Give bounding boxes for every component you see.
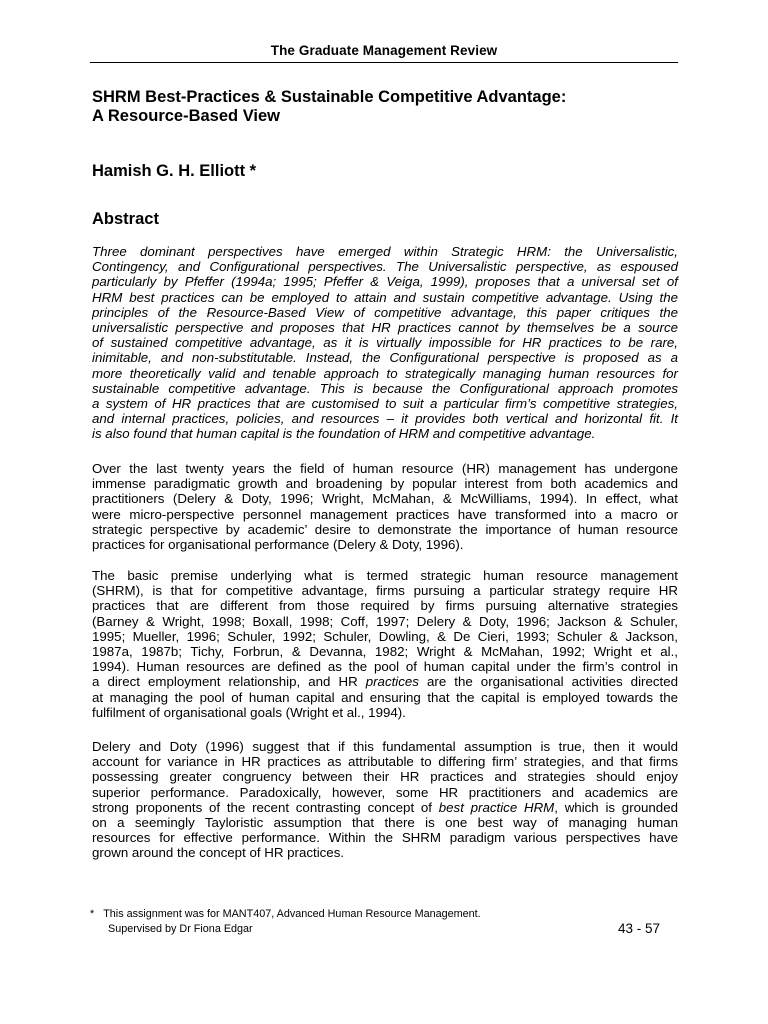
paragraph-text: a direct employment relationship, and HR: [92, 674, 358, 690]
paragraph-line: at managing the pool of human capital and ensuring that the capital is employed towards the: [92, 689, 678, 705]
abstract-line: particularly by Pfeffer (1994a; 1995; Pfeffer & Veiga, 1999), proposes that a universal set of: [92, 274, 678, 290]
abstract-line: Three dominant perspectives have emerged within Strategic HRM: the Universalistic,: [92, 244, 678, 259]
paragraph-text: , which is grounded: [554, 799, 678, 815]
paragraph-line: immense paradigmatic growth and broadening by popular interest from both academics and: [92, 476, 678, 492]
paragraph-text: are the organisational activities directed: [418, 674, 678, 690]
abstract-line: of sustained competitive advantage, as it is virtually impossible for HR practices to be rare,: [92, 335, 678, 351]
body-paragraph-3: [92, 739, 678, 861]
abstract-line: universalistic perspective and proposes that HR practices cannot by themselves be a source: [92, 320, 678, 336]
abstract-line: inimitable, and non-substitutable. Instead, the Configurational perspective is proposed as a: [92, 350, 678, 366]
footnote-line-1: [90, 907, 481, 922]
abstract-line: is also found that human capital is the foundation of HRM and competitive advantage.: [92, 426, 596, 442]
page-number: 43 - 57: [618, 921, 661, 936]
abstract-line: and internal practices, policies, and resources – it provides both vertical and horizontal fit. It: [92, 411, 678, 427]
abstract-line: a system of HR practices that are customised to suit a particular firm’s competitive strategies,: [92, 396, 678, 412]
footnote: [90, 907, 481, 937]
paragraph-line-with-italic: [92, 800, 678, 815]
paragraph-line: practices for organisational performance (Delery & Doty, 1996).: [92, 537, 464, 553]
paragraph-line: grown around the concept of HR practices.: [92, 845, 345, 861]
paragraph-line-with-italic: [92, 674, 678, 689]
paragraph-line: 1995; Mueller, 1996; Schuler, 1992; Schuler, Dowling, & De Cieri, 1993; Schuler & Jackson,: [92, 628, 678, 644]
body-paragraph-2: [92, 568, 678, 720]
paragraph-line: fulfilment of organisational goals (Wright et al., 1994).: [92, 704, 406, 720]
paragraph-line: strategic perspective by academic’ desire to demonstrate the importance of human resource: [92, 521, 678, 537]
paragraph-line: Over the last twenty years the field of human resource (HR) management has undergone: [92, 461, 678, 476]
paragraph-line: 1994). Human resources are defined as the pool of human capital under the firm’s control in: [92, 659, 678, 675]
italic-term: practices: [365, 674, 419, 690]
header-rule: [90, 62, 678, 63]
abstract-line: HRM best practices can be employed to attain and sustain competitive advantage. Using the: [92, 289, 678, 305]
paragraph-line: The basic premise underlying what is termed strategic human resource management: [92, 568, 678, 583]
paragraph-line: resources for effective performance. Within the SHRM paradigm various perspectives have: [92, 830, 678, 846]
title-line-1: SHRM Best-Practices & Sustainable Competitive Advantage:: [92, 88, 567, 106]
paragraph-line: practitioners (Delery & Doty, 1996; Wright, McMahan, & McWilliams, 1994). In effect, what: [92, 491, 678, 507]
abstract-heading: Abstract: [92, 210, 159, 228]
footnote-text: This assignment was for MANT407, Advanced Human Resource Management.: [103, 908, 481, 920]
paragraph-line: Delery and Doty (1996) suggest that if this fundamental assumption is true, then it would: [92, 739, 678, 754]
paragraph-line: practices that are different from those required by firms pursuing alternative strategies: [92, 598, 678, 614]
paragraph-text: strong proponents of the recent contrasting concept of: [92, 799, 432, 815]
author-name: Hamish G. H. Elliott *: [92, 162, 257, 180]
body-paragraph-1: [92, 461, 678, 552]
paragraph-line: on a seemingly Tayloristic assumption that there is one best way of managing human: [92, 815, 678, 831]
paragraph-line: possessing greater congruency between their HR practices and strategies should enjoy: [92, 769, 678, 785]
abstract-line: principles of the Resource-Based View of competitive advantage, this paper critiques the: [92, 304, 678, 320]
paper-title: [92, 88, 682, 126]
footnote-marker: *: [90, 908, 95, 920]
journal-running-header: The Graduate Management Review: [270, 43, 498, 58]
footnote-line-2: Supervised by Dr Fiona Edgar: [108, 923, 253, 935]
paragraph-line: account for variance in HR practices as attributable to differing firm’ strategies, and that firms: [92, 754, 678, 770]
title-line-2: A Resource-Based View: [92, 107, 280, 125]
italic-term: best practice HRM: [438, 799, 555, 815]
paragraph-line: superior performance. Paradoxically, however, some HR practitioners and academics are: [92, 784, 678, 800]
abstract-line: sustainable competitive advantage. This is because the Configurational approach promotes: [92, 380, 678, 396]
abstract-line: more theoretically valid and tenable approach to strategically managing human resources for: [92, 365, 678, 381]
abstract-line: Contingency, and Configurational perspectives. The Universalistic perspective, as espoused: [92, 259, 678, 275]
paragraph-line: (SHRM), is that for competitive advantage, firms pursuing a particular strategy require HR: [92, 583, 678, 599]
abstract-text: [92, 244, 678, 442]
paragraph-line: were micro-perspective personnel management practices have transformed into a macro or: [92, 506, 678, 522]
paragraph-line: (Barney & Wright, 1998; Boxall, 1998; Coff, 1997; Delery & Doty, 1996; Jackson & Schuler,: [92, 613, 678, 629]
paragraph-line: 1987a, 1987b; Tichy, Forbrun, & Devanna, 1982; Wright & McMahan, 1992; Wright et al.,: [92, 644, 678, 660]
